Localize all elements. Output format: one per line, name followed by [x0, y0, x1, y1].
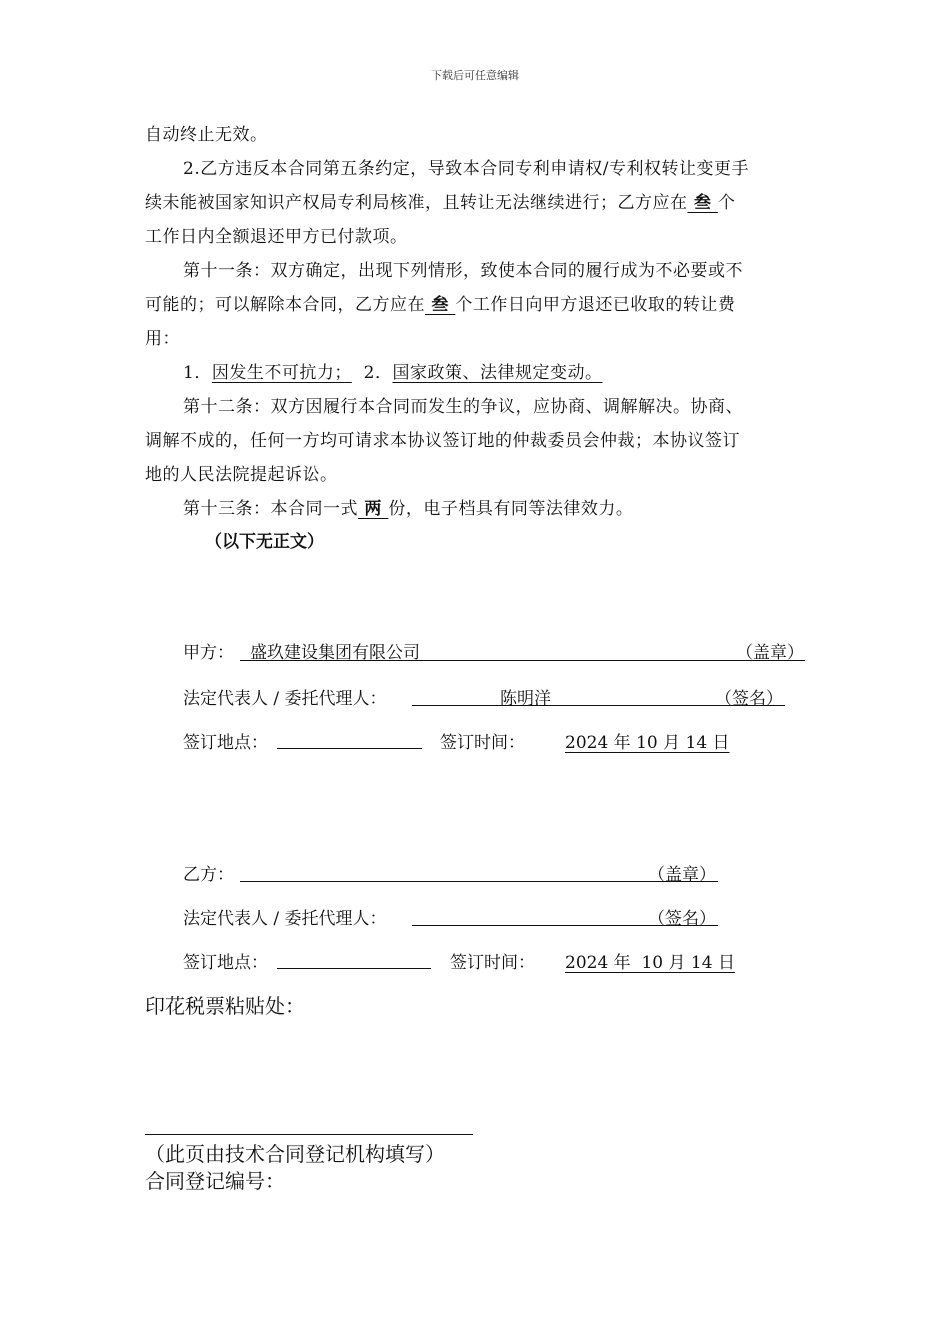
party-b-place-line: [277, 968, 431, 969]
article-10-item-2-line-2: [145, 186, 810, 220]
days-value: 叁: [425, 295, 456, 315]
article-11-line-2: [145, 288, 810, 322]
party-b-place-label: 签订地点：: [183, 953, 268, 973]
text-span: 续未能被国家知识产权局专利局核准，且转让无法继续进行；乙方应在: [145, 193, 688, 213]
party-a-place-label: 签订地点：: [183, 733, 268, 753]
no-more-text-note: （以下无正文）: [205, 532, 324, 552]
article-12-line-3: 地的人民法院提起诉讼。: [145, 465, 338, 485]
text-span: 可能的；可以解除本合同，乙方应在: [145, 295, 425, 315]
party-a-date: 2024 年 10 月 14 日: [565, 733, 730, 753]
party-b-seal: （盖章）: [648, 865, 716, 885]
text-span: 个工作日向甲方退还已收取的转让费: [455, 295, 736, 315]
party-a-sign: （签名）: [715, 689, 783, 709]
party-a-rep-name: 陈明洋: [500, 689, 551, 709]
party-b-date: 2024 年 10 月 14 日: [565, 953, 735, 973]
condition-number: 1．: [183, 363, 212, 383]
termination-conditions: [183, 356, 848, 390]
party-b-sign: （签名）: [648, 909, 716, 929]
days-value: 叁: [687, 193, 718, 213]
party-b-time-label: 签订时间：: [450, 953, 535, 973]
copies-value: 两: [358, 499, 389, 519]
condition-text: 国家政策、法律规定变动。: [392, 363, 603, 383]
text-span: 第十三条：本合同一式: [183, 499, 358, 519]
article-12-line-1: 第十二条：双方因履行本合同而发生的争议，应协商、调解解决。协商、: [183, 397, 743, 417]
party-b-label: 乙方：: [183, 865, 234, 885]
party-a-time-label: 签订时间：: [440, 733, 525, 753]
article-13: [183, 492, 848, 526]
article-12-line-2: 调解不成的，任何一方均可请求本协议签订地的仲裁委员会仲裁；本协议签订: [145, 431, 740, 451]
registry-divider: [145, 1134, 473, 1135]
party-a-rep-label: 法定代表人 / 委托代理人：: [183, 689, 387, 709]
stamp-tax-area-label: 印花税票粘贴处：: [145, 994, 305, 1018]
article-10-item-2-line-3: 工作日内全额退还甲方已付款项。: [145, 227, 408, 247]
contract-registration-number-label: 合同登记编号：: [145, 1169, 285, 1193]
article-11-line-3: 用：: [145, 329, 180, 349]
text-span: 个: [717, 193, 736, 213]
party-b-name-line: [240, 881, 718, 882]
page-header-note: 下载后可任意编辑: [431, 69, 519, 82]
party-b-rep-line: [412, 925, 718, 926]
article-10-item-2-line-1: 2.乙方违反本合同第五条约定，导致本合同专利申请权/专利权转让变更手: [183, 159, 749, 179]
party-a-seal: （盖章）: [736, 643, 804, 663]
party-a-name: 盛玖建设集团有限公司: [250, 643, 420, 663]
party-a-label: 甲方：: [183, 643, 234, 663]
text-span: 份，电子档具有同等法律效力。: [388, 499, 634, 519]
condition-text: 因发生不可抗力；: [211, 363, 352, 383]
body-line: 自动终止无效。: [145, 125, 268, 145]
registry-note: （此页由技术合同登记机构填写）: [145, 1142, 445, 1166]
article-11-line-1: 第十一条：双方确定，出现下列情形，致使本合同的履行成为不必要或不: [183, 261, 743, 281]
condition-number: 2．: [363, 363, 393, 383]
party-b-rep-label: 法定代表人 / 委托代理人：: [183, 909, 387, 929]
party-a-name-line: [240, 660, 805, 661]
party-a-place-line: [277, 748, 422, 749]
party-a-rep-line: [412, 705, 785, 706]
